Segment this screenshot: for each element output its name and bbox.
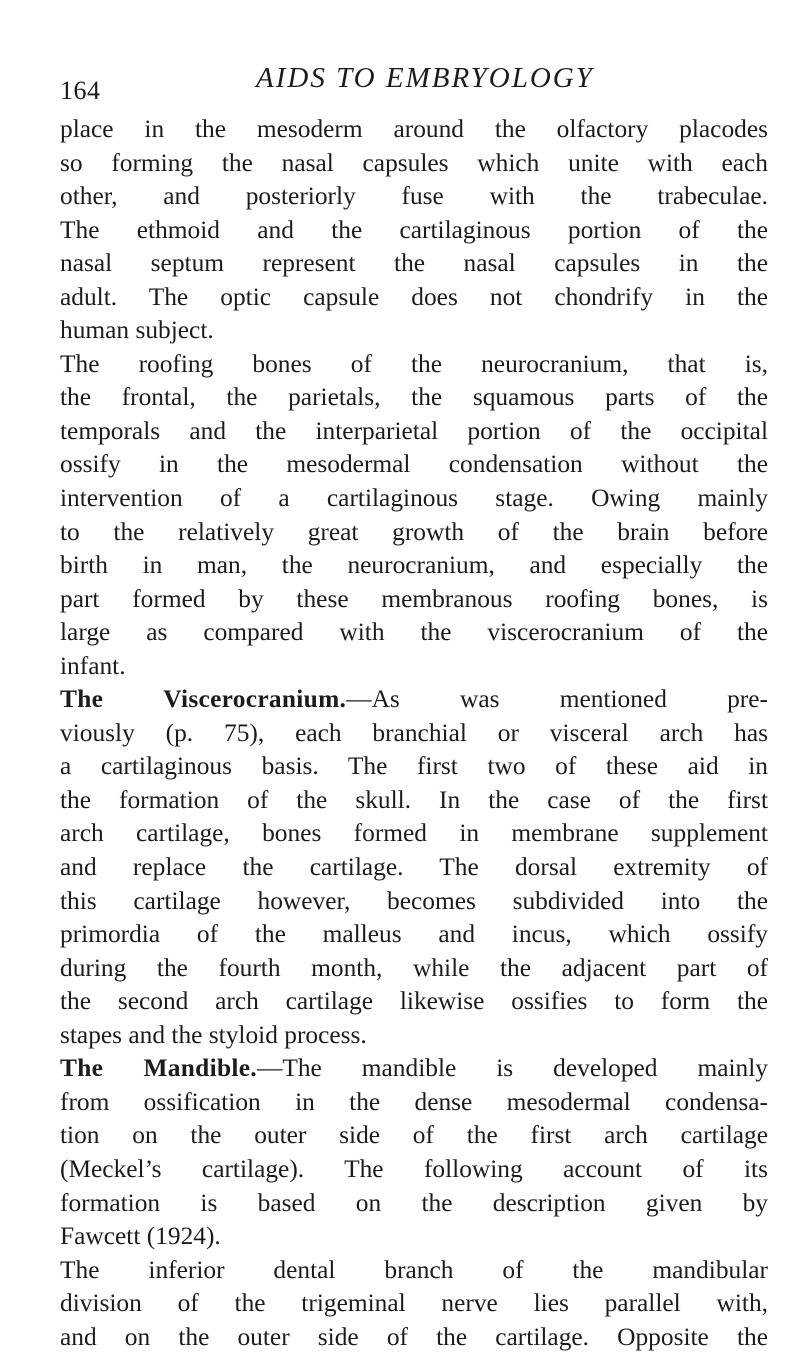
text-line <box>60 817 768 851</box>
text-line <box>60 1153 768 1187</box>
text-line <box>60 1321 768 1354</box>
text-line <box>60 750 768 784</box>
text-line <box>60 247 768 281</box>
line-text: other, and posteriorly fuse with the trabeculae. <box>60 182 768 211</box>
text-line <box>60 918 768 952</box>
line-text: the frontal, the parietals, the squamous parts of the <box>60 383 768 412</box>
text-line <box>60 348 768 382</box>
line-text: temporals and the interparietal portion of the occipital <box>60 416 768 445</box>
line-text: The ethmoid and the cartilaginous portion of the <box>60 215 768 244</box>
line-text: primordia of the malleus and incus, which ossify <box>60 920 768 949</box>
line-text: to the relatively great growth of the brain before <box>60 517 768 546</box>
text-line <box>60 1052 768 1086</box>
text-line <box>60 1187 768 1221</box>
line-text: stapes and the styloid process. <box>60 1020 367 1049</box>
text-line <box>60 583 768 617</box>
page-number: 164 <box>60 76 101 105</box>
line-text: Fawcett (1924). <box>60 1222 221 1251</box>
line-text: and on the outer side of the cartilage. Opposite the <box>60 1322 768 1351</box>
line-text: adult. The optic capsule does not chondrify in the <box>60 282 768 311</box>
line-text: from ossification in the dense mesodermal condensa- <box>60 1087 768 1116</box>
text-line <box>60 717 768 751</box>
text-line <box>60 314 768 348</box>
line-text: this cartilage however, becomes subdivided into the <box>60 886 768 915</box>
line-text: —The mandible is developed mainly <box>256 1054 768 1083</box>
line-text: place in the mesoderm around the olfactory placodes <box>60 115 768 143</box>
text-line <box>60 549 768 583</box>
line-text: (Meckel’s cartilage). The following account of its <box>60 1154 768 1183</box>
text-line <box>60 616 768 650</box>
text-line <box>60 851 768 885</box>
line-text: viously (p. 75), each branchial or visceral arch has <box>60 718 768 747</box>
line-text: —As was mentioned pre- <box>346 685 768 714</box>
line-text: a cartilaginous basis. The first two of these aid in <box>60 752 768 781</box>
line-text: formation is based on the description given by <box>60 1188 768 1217</box>
section-heading: The Viscerocranium. <box>60 685 347 714</box>
body-text <box>60 113 768 1354</box>
line-text: division of the trigeminal nerve lies parallel with, <box>60 1289 768 1318</box>
running-title: AIDS TO EMBRYOLOGY <box>256 62 594 94</box>
line-text: human subject. <box>60 316 214 345</box>
text-line <box>60 180 768 214</box>
text-line <box>60 683 768 717</box>
text-line <box>60 113 768 147</box>
line-text: intervention of a cartilaginous stage. Owing mainly <box>60 484 768 513</box>
section-heading: The Mandible. <box>60 1054 257 1083</box>
text-line <box>60 650 768 684</box>
line-text: and replace the cartilage. The dorsal extremity of <box>60 853 768 882</box>
line-text: during the fourth month, while the adjacent part of <box>60 953 768 982</box>
text-line <box>60 281 768 315</box>
line-text: arch cartilage, bones formed in membrane supplement <box>60 819 768 848</box>
text-line <box>60 985 768 1019</box>
text-line <box>60 1287 768 1321</box>
line-text: part formed by these membranous roofing bones, is <box>60 584 768 613</box>
text-line <box>60 482 768 516</box>
line-text: infant. <box>60 651 126 680</box>
line-text: birth in man, the neurocranium, and especially the <box>60 551 768 580</box>
text-line <box>60 1019 768 1053</box>
text-line <box>60 448 768 482</box>
line-text: The roofing bones of the neurocranium, that is, <box>60 349 768 378</box>
line-text: large as compared with the viscerocranium of the <box>60 618 768 647</box>
text-line <box>60 1254 768 1288</box>
running-head <box>60 62 760 105</box>
line-text: tion on the outer side of the first arch cartilage <box>60 1121 768 1150</box>
text-line <box>60 1119 768 1153</box>
text-line <box>60 381 768 415</box>
line-text: so forming the nasal capsules which unite with each <box>60 148 768 177</box>
line-text: ossify in the mesodermal condensation without the <box>60 450 768 479</box>
line-text: the second arch cartilage likewise ossifies to form the <box>60 987 768 1016</box>
text-line <box>60 415 768 449</box>
text-line <box>60 1220 768 1254</box>
text-line <box>60 214 768 248</box>
text-line <box>60 147 768 181</box>
line-text: the formation of the skull. In the case of the first <box>60 785 768 814</box>
text-line <box>60 885 768 919</box>
text-line <box>60 1086 768 1120</box>
text-line <box>60 784 768 818</box>
line-text: The inferior dental branch of the mandibular <box>60 1255 768 1284</box>
text-line <box>60 952 768 986</box>
text-line <box>60 516 768 550</box>
line-text: nasal septum represent the nasal capsules in the <box>60 249 768 278</box>
